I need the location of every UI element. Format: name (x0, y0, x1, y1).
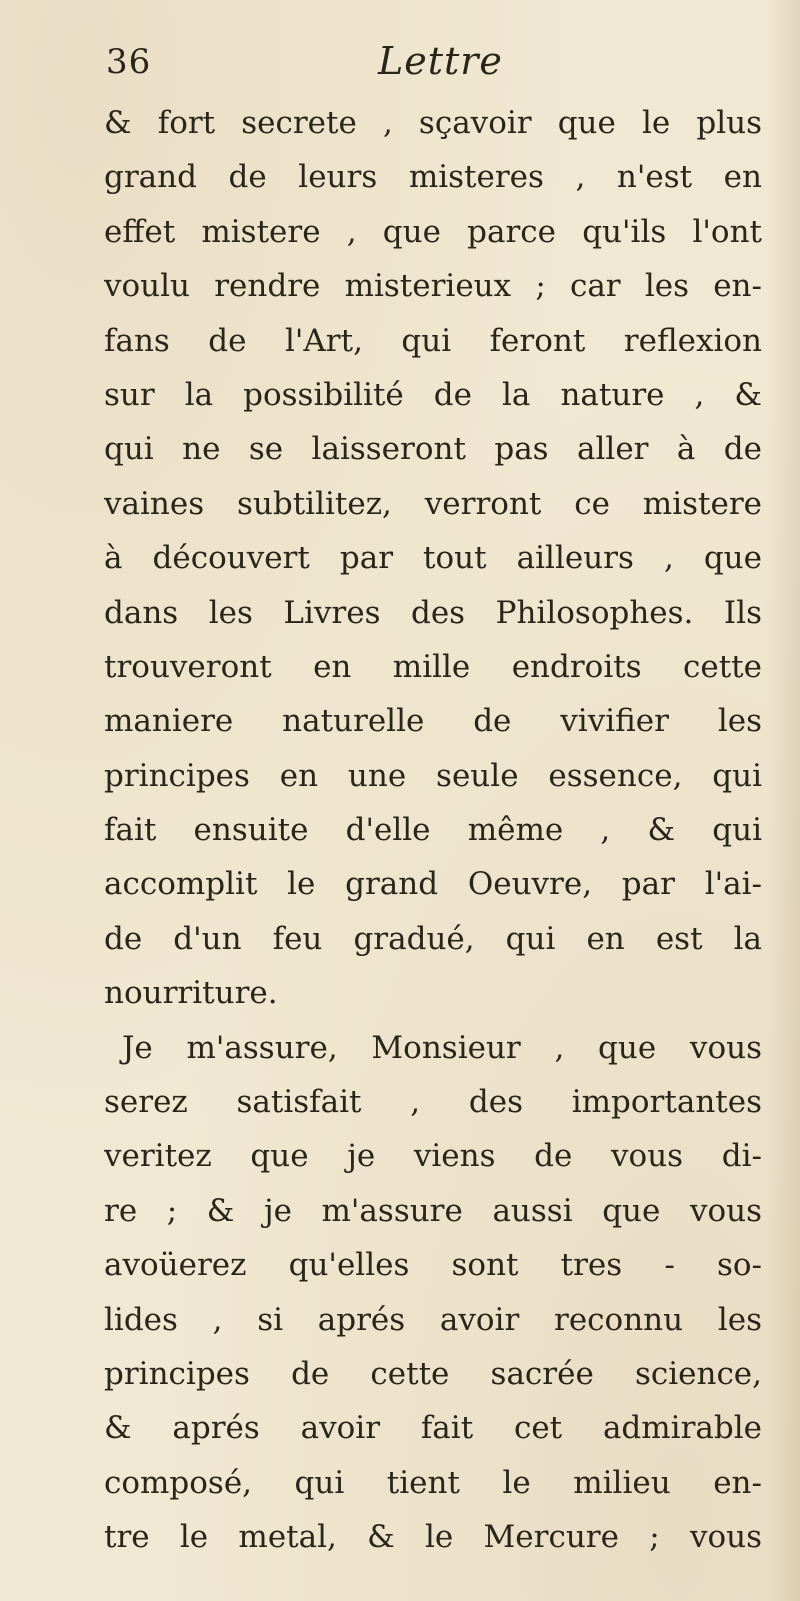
text-line: vaines subtilitez, verront ce mistere (104, 485, 762, 522)
text-line: voulu rendre misterieux ; car les en- (104, 268, 762, 305)
text-line: nourriture. (104, 975, 278, 1012)
text-line: qui ne se laisseront pas aller à de (104, 431, 762, 468)
text-line: re ; & je m'assure aussi que vous (104, 1192, 762, 1229)
text-line: principes de cette sacrée science, (104, 1355, 762, 1392)
text-line: principes en une seule essence, qui (104, 757, 762, 794)
text-line: effet mistere , que parce qu'ils l'ont (104, 213, 762, 250)
text-line: grand de leurs misteres , n'est en (104, 159, 762, 196)
text-line: veritez que je viens de vous di- (104, 1138, 762, 1175)
page-header (106, 38, 756, 94)
text-line: sur la possibilité de la nature , & (104, 376, 762, 413)
text-line: accomplit le grand Oeuvre, par l'ai- (104, 866, 762, 903)
text-line: à découvert par tout ailleurs , que (104, 540, 762, 577)
text-line: & fort secrete , sçavoir que le plus (104, 105, 762, 141)
running-title: Lettre (378, 39, 503, 83)
text-line: trouveront en mille endroits cette (104, 648, 762, 685)
text-line: fans de l'Art, qui feront reflexion (104, 322, 762, 359)
text-line: maniere naturelle de vivifier les (104, 703, 762, 740)
text-line: & aprés avoir fait cet admirable (104, 1410, 762, 1447)
text-line: tre le metal, & le Mercure ; vous (104, 1519, 762, 1556)
text-line: de d'un feu gradué, qui en est la (104, 920, 762, 957)
paragraph-start-line: Je m'assure, Monsieur , que vous (122, 1029, 762, 1066)
page-edge-shadow (766, 0, 800, 1601)
text-line: lides , si aprés avoir reconnu les (104, 1301, 762, 1338)
text-line: serez satisfait , des importantes (104, 1084, 762, 1121)
text-body (104, 96, 762, 1565)
page-number: 36 (106, 42, 152, 82)
text-line: dans les Livres des Philosophes. Ils (104, 594, 762, 631)
text-line: fait ensuite d'elle même , & qui (104, 812, 762, 849)
text-line: avoüerez qu'elles sont tres - so- (104, 1247, 762, 1284)
text-line: composé, qui tient le milieu en- (104, 1464, 762, 1501)
